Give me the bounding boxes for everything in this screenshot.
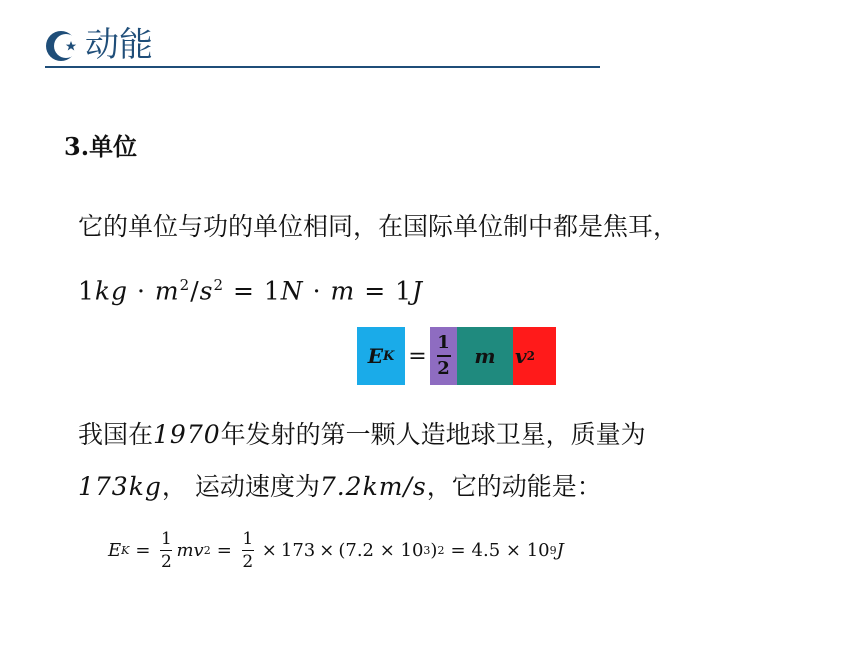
page-title: 动能 [85, 25, 153, 65]
satellite-description-line2: 173kg， 运动速度为7.2km/s，它的动能是： [78, 472, 602, 501]
kinetic-energy-calculation: E K = $\frac{1}{2}$ mv 2 = $\frac{1}{2}$ × 173 × (7.2 × 10 3 ) 2 = 4.5 × 10 9 J [108, 528, 564, 572]
section-number: 3. [64, 132, 90, 161]
formula-ek-cell: E K [357, 327, 405, 385]
formula-velocity-cell: v 2 [513, 327, 556, 385]
formula-equals-cell: = [405, 327, 430, 385]
section-heading [64, 130, 137, 164]
kinetic-energy-formula-box [357, 327, 556, 385]
formula-half-cell: 1 2 [430, 327, 457, 385]
header-divider [45, 66, 600, 68]
unit-equation-line: $1kg \cdot m^2/s^2 = 1N \cdot m = 1J$ [78, 276, 424, 306]
formula-mass-cell: m [457, 327, 513, 385]
slide-header [40, 22, 600, 72]
unit-description-line1: 它的单位与功的单位相同，在国际单位制中都是焦耳， [78, 212, 679, 241]
crescent-star-logo-icon [43, 26, 83, 66]
section-title: 单位 [89, 133, 138, 161]
satellite-description-line1: 我国在1970年发射的第一颗人造地球卫星，质量为 [78, 420, 646, 449]
